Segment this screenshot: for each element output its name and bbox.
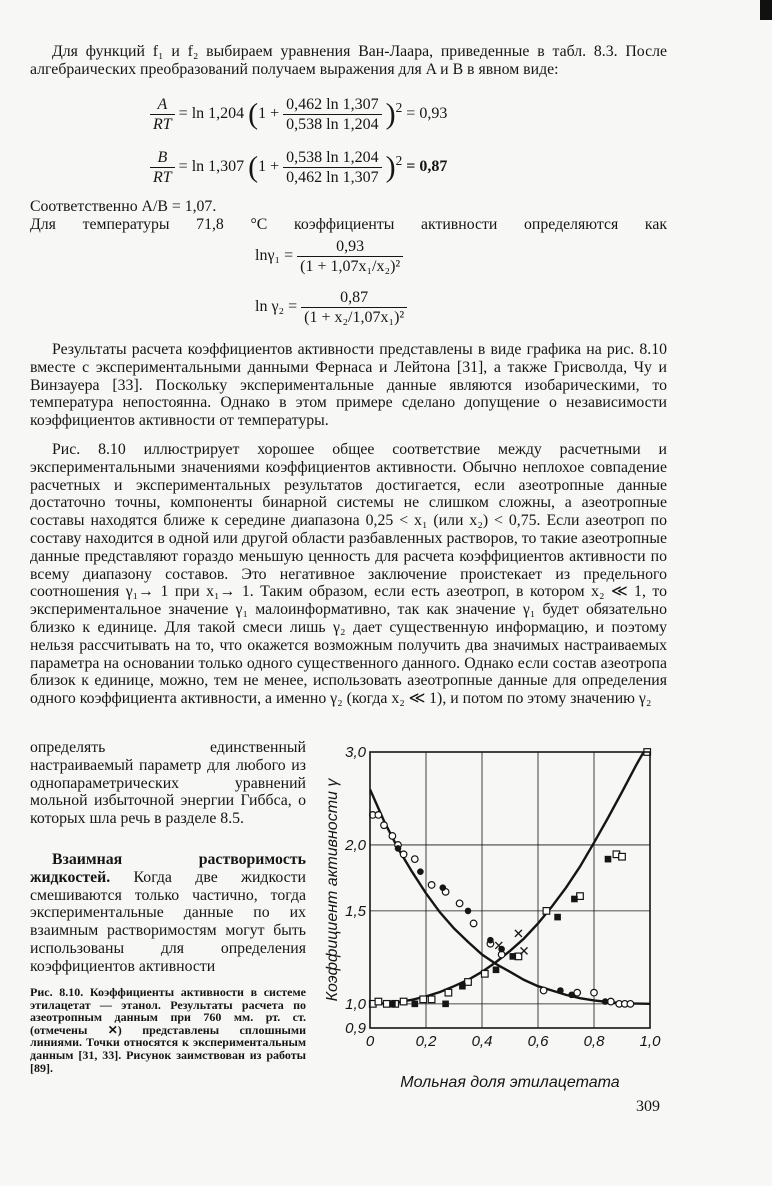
data-point-open-square — [375, 998, 382, 1005]
data-point-open-square — [384, 1001, 391, 1008]
data-point-open-square — [577, 893, 584, 900]
data-point-open-square — [445, 989, 452, 996]
data-point-open-circle — [591, 989, 598, 996]
data-point-filled-square — [571, 896, 578, 903]
data-point-open-circle — [622, 1001, 629, 1008]
data-point-filled-circle — [440, 884, 447, 891]
data-point-open-circle — [389, 833, 396, 840]
y-tick-label: 0,9 — [345, 1020, 366, 1037]
data-point-filled-square — [459, 983, 466, 990]
y-tick-label: 3,0 — [345, 744, 366, 761]
curve-gamma-ethyl-acetate — [370, 741, 650, 1004]
x-tick-label: 0,4 — [471, 1033, 493, 1050]
continuation-paragraph: определять единственный настраиваемый параметр для любого из однопараметрических уравнений мольной избыточной энергии Гиббса, о которых шла речь в разделе 8.5. — [30, 739, 306, 828]
data-point-filled-circle — [557, 987, 564, 994]
scan-edge-mark — [760, 0, 772, 20]
ratio-line: Соответственно A/B = 1,07. — [30, 198, 217, 215]
data-point-open-circle — [412, 856, 419, 863]
curve-gamma-ethanol — [370, 789, 650, 1004]
x-tick-label: 0 — [365, 1033, 375, 1050]
data-point-open-circle — [627, 1001, 634, 1008]
experimental-points — [370, 749, 651, 1007]
data-point-open-circle — [400, 851, 407, 858]
intro-paragraph: Для функций f₁ и f₂ выбираем уравнения Ван-Лаара, приведенные в табл. 8.3. После алгебраических преобразований получаем выражения для A и B в явном виде: — [30, 43, 667, 78]
data-point-open-square — [428, 996, 435, 1003]
data-point-open-square — [370, 1001, 377, 1008]
data-point-open-circle — [442, 889, 449, 896]
x-axis-label: Мольная доля этилацетата — [400, 1074, 620, 1091]
data-point-open-circle — [487, 940, 494, 947]
data-point-open-square — [613, 851, 620, 858]
data-point-filled-square — [554, 914, 561, 921]
data-point-open-circle — [616, 1001, 623, 1008]
data-point-open-circle — [375, 812, 382, 819]
data-point-filled-circle — [417, 868, 424, 875]
equation-ln-gamma2: ln γ₂ = $\frac{0,87}{\text{(1 + x₂/1,07x₁)²}}$ — [255, 288, 407, 327]
data-point-open-square — [400, 998, 407, 1005]
y-tick-label: 2,0 — [345, 836, 366, 854]
discussion-paragraph: Рис. 8.10 иллюстрирует хорошее общее соответствие между расчетными и экспериментальными значениями коэффициентов активности. Обычно неплохое совпадение расчетных и экспериментальных результатов достигается, если азеотропные данные достаточно точны, компоненты бинарной системы не слишком сложны, а азеотропные составы находятся ближе к середине диапазона 0,25 < x₁ (или x₂) < 0,75. Если азеотроп по составу находится в одной или другой области разбавленных растворов, то такие азеотропные данные представляют гораздо меньшую ценность для расчета коэффициентов активности по всему диапазону составов. Это негативное заключение проистекает из предельного соотношения γ₁→ 1 при x₁→ 1. Таким образом, если есть азеотроп, в котором x₂ ≪ 1, то экспериментальное значение γ₁ малоинформативно, так как значение γ₁ будет обязательно близко к единице. Для такой смеси лишь γ₂ дает существенную информацию, и поэтому нельзя рассчитывать на то, что окажется возможным получить два значимых настраиваемых параметра на основании только одного существенного данного. Однако если состав азеотропа близок к единице, можно, тем не менее, использовать азеотропные данные для определения одного коэффициента активности, а именно γ₂ (когда x₂ ≪ 1), и потом по этому значению γ₂ — [30, 441, 667, 708]
data-point-open-square — [482, 971, 489, 978]
data-point-filled-square — [412, 1001, 419, 1008]
x-tick-label: 1,0 — [639, 1033, 661, 1050]
data-point-filled-circle — [465, 908, 472, 915]
data-point-open-circle — [540, 987, 547, 994]
temperature-line: Для температуры 71,8 °C коэффициенты активности определяются как — [30, 216, 667, 233]
data-point-open-circle — [470, 920, 477, 927]
data-point-filled-square — [605, 856, 612, 863]
data-point-open-square — [420, 996, 427, 1003]
data-point-filled-circle — [395, 845, 402, 852]
equation-b-over-rt: $\frac{B}{RT}$ = ln 1,307 (1 + $\frac{0,538 \ln 1,204}{0,462 \ln 1,307}$ )$^2$ = 0,87 — [150, 148, 447, 187]
data-point-open-circle — [498, 951, 505, 958]
data-point-open-circle — [370, 812, 377, 819]
data-point-open-circle — [395, 842, 402, 849]
results-paragraph: Результаты расчета коэффициентов активности представлены в виде графика на рис. 8.10 вместе с экспериментальными данными Фернаса и Лейтона [31], а также Грисволда, Чу и Винзауера [33]. Поскольку экспериментальные данные являются изобарическими, то температура непостоянна. Однако в этом примере сделано допущение о независимости коэффициентов активности от температуры. — [30, 341, 667, 430]
data-point-filled-circle — [568, 992, 575, 999]
data-point-filled-circle — [498, 946, 505, 953]
page-number: 309 — [636, 1098, 660, 1115]
equation-a-over-rt: $\frac{A}{RT}$ = ln 1,204 (1 + $\frac{0,462 \ln 1,307}{0,538 \ln 1,204}$ )$^2$ = 0,93 — [150, 95, 447, 134]
data-point-filled-square — [442, 1001, 449, 1008]
calculated-curves — [370, 741, 650, 1004]
x-tick-label: 0,6 — [527, 1033, 549, 1050]
solubility-heading: Взаимная растворимость жидкостей. — [30, 851, 306, 886]
y-tick-label: 1,0 — [345, 995, 366, 1013]
data-point-open-circle — [574, 989, 581, 996]
equation-ln-gamma1: lnγ₁ = $\frac{0,93}{\text{(1 + 1,07x₁/x₂)²}}$ — [255, 237, 403, 276]
data-point-cross — [495, 942, 502, 949]
data-point-filled-circle — [487, 937, 494, 944]
data-point-open-square — [543, 908, 550, 915]
data-point-filled-square — [493, 967, 500, 974]
x-tick-label: 0,8 — [583, 1033, 605, 1050]
data-point-open-circle — [381, 822, 388, 829]
data-point-filled-square — [510, 953, 517, 960]
data-point-open-circle — [428, 882, 435, 889]
axis-labels — [324, 744, 661, 1091]
data-point-filled-circle — [602, 998, 609, 1005]
data-point-open-circle — [608, 998, 615, 1005]
y-tick-label: 1,5 — [345, 902, 366, 920]
chart-grid — [370, 752, 650, 1028]
x-tick-label: 0,2 — [415, 1033, 437, 1050]
solubility-text: Когда две жидкости смешиваются только частично, тогда экспериментальные данные по их взаимным растворимостям могут быть использованы для определения коэффициентов активности — [30, 868, 306, 975]
data-point-open-square — [465, 979, 472, 986]
plot-frame — [370, 752, 650, 1028]
data-point-open-square — [644, 749, 651, 756]
data-point-cross — [515, 930, 522, 937]
data-point-cross — [521, 947, 528, 954]
data-point-open-square — [392, 1001, 399, 1008]
data-point-open-square — [619, 853, 626, 860]
solubility-paragraph — [30, 851, 306, 976]
data-point-filled-square — [389, 1001, 396, 1008]
data-point-open-circle — [456, 900, 463, 907]
y-axis-label: Коэффициент активности γ — [324, 778, 341, 1002]
figure-caption: Рис. 8.10. Коэффициенты активности в системе этилацетат — этанол. Результаты расчета по азеотропным данным при 760 мм. рт. ст. (отмечены ✕) представлены сплошными линиями. Точки относятся к экспериментальным данным [31, 33]. Рисунок заимствован из работы [89]. — [30, 985, 306, 1075]
data-point-open-square — [515, 953, 522, 960]
